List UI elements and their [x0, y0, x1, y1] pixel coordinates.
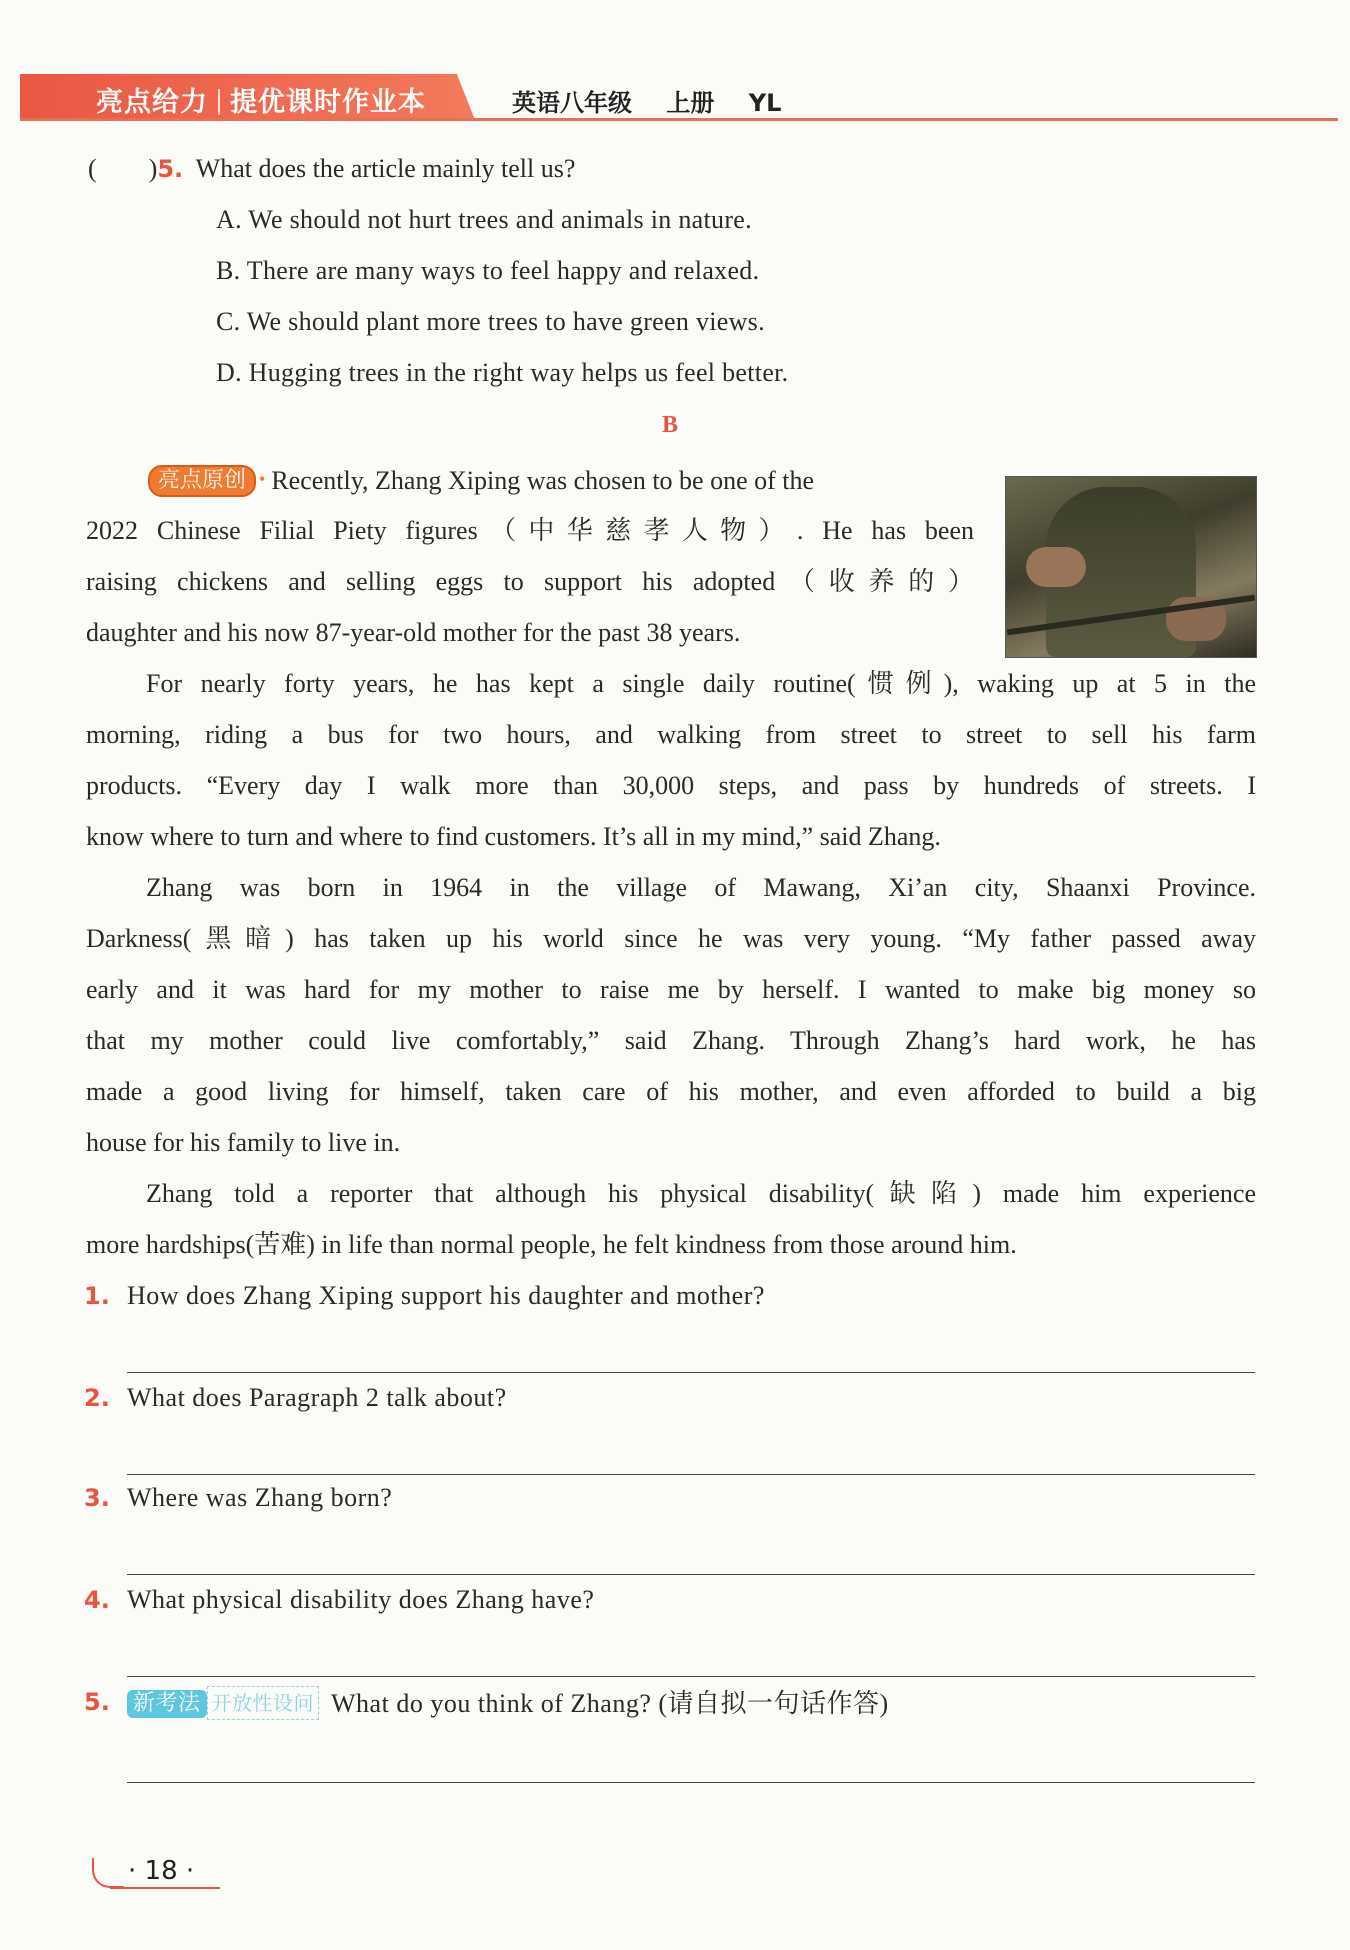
- option-b[interactable]: B. There are many ways to feel happy and relaxed.: [216, 256, 760, 285]
- passage-p1-line-1: 亮点原创 • Recently, Zhang Xiping was chosen to be one of the: [148, 463, 974, 497]
- page-number-underline: [110, 1887, 220, 1889]
- question-1-text: How does Zhang Xiping support his daughter and mother?: [127, 1281, 765, 1310]
- question-3-text: Where was Zhang born?: [127, 1483, 393, 1512]
- photo-zhang-xiping: [1005, 476, 1257, 658]
- question-5-stem: ( )5. What does the article mainly tell us?: [88, 154, 576, 183]
- passage-p2-line-2: morning, riding a bus for two hours, and walking from street to street to sell his farm: [86, 720, 1256, 749]
- passage-p3-line-5: made a good living for himself, taken care of his mother, and even afforded to build a big: [86, 1077, 1256, 1106]
- answer-line-2[interactable]: [127, 1474, 1255, 1475]
- passage-p1-line-2: 2022 Chinese Filial Piety figures（中华慈孝人物）. He has been: [86, 516, 974, 545]
- question-2-number: 2.: [84, 1384, 110, 1412]
- passage-p3-line-4: that my mother could live comfortably,” said Zhang. Through Zhang’s hard work, he has: [86, 1026, 1256, 1055]
- answer-line-1[interactable]: [127, 1372, 1255, 1373]
- answer-line-3[interactable]: [127, 1574, 1255, 1575]
- passage-p4-line-2: more hardships(苦难) in life than normal people, he felt kindness from those around him.: [86, 1230, 1017, 1259]
- question-5-text: 新考法 开放性设问 What do you think of Zhang? (请自拟一句话作答): [127, 1686, 889, 1720]
- passage-p3-line-1: Zhang was born in 1964 in the village of Mawang, Xi’an city, Shaanxi Province.: [146, 873, 1256, 902]
- passage-p3-line-6: house for his family to live in.: [86, 1128, 401, 1157]
- section-label: B: [662, 412, 679, 438]
- question-4-text: What physical disability does Zhang have?: [127, 1585, 595, 1614]
- new-method-badge: 新考法: [127, 1690, 207, 1718]
- option-d[interactable]: D. Hugging trees in the right way helps us feel better.: [216, 358, 789, 387]
- passage-p1-line-4: daughter and his now 87-year-old mother for the past 38 years.: [86, 618, 741, 647]
- passage-p2-line-4: know where to turn and where to find customers. It’s all in my mind,” said Zhang.: [86, 822, 941, 851]
- original-badge: 亮点原创: [148, 465, 256, 497]
- subject-label: 英语八年级: [512, 89, 632, 117]
- passage-p4-line-1: Zhang told a reporter that although his physical disability(缺陷) made him experience: [146, 1179, 1256, 1208]
- passage-p3-line-2: Darkness(黑暗) has taken up his world since he was very young. “My father passed away: [86, 924, 1256, 953]
- question-2-text: What does Paragraph 2 talk about?: [127, 1383, 507, 1412]
- answer-line-4[interactable]: [127, 1676, 1255, 1677]
- answer-line-5[interactable]: [127, 1782, 1255, 1783]
- question-5-number: 5.: [84, 1688, 110, 1716]
- question-4-number: 4.: [84, 1586, 110, 1614]
- option-c[interactable]: C. We should plant more trees to have green views.: [216, 307, 765, 336]
- page-number-decoration: [92, 1858, 124, 1888]
- passage-p2-line-1: For nearly forty years, he has kept a single daily routine(惯例), waking up at 5 in the: [146, 669, 1256, 698]
- open-question-tag: 开放性设问: [207, 1686, 320, 1720]
- question-1-number: 1.: [84, 1282, 110, 1310]
- series-title: 亮点给力 提优课时作业本: [96, 87, 426, 118]
- volume-label: 上册: [666, 89, 715, 117]
- passage-p2-line-3: products. “Every day I walk more than 30,000 steps, and pass by hundreds of streets. I: [86, 771, 1256, 800]
- header-subtitle: [512, 83, 807, 118]
- header-rule: [20, 118, 1338, 121]
- edition-label: YL: [748, 89, 782, 117]
- page-number: · 18 ·: [128, 1856, 195, 1886]
- passage-p1-line-3: raising chickens and selling eggs to support his adopted（收养的）: [86, 567, 974, 596]
- option-a[interactable]: A. We should not hurt trees and animals in nature.: [216, 205, 752, 234]
- question-3-number: 3.: [84, 1484, 110, 1512]
- passage-p3-line-3: early and it was hard for my mother to raise me by herself. I wanted to make big money so: [86, 975, 1256, 1004]
